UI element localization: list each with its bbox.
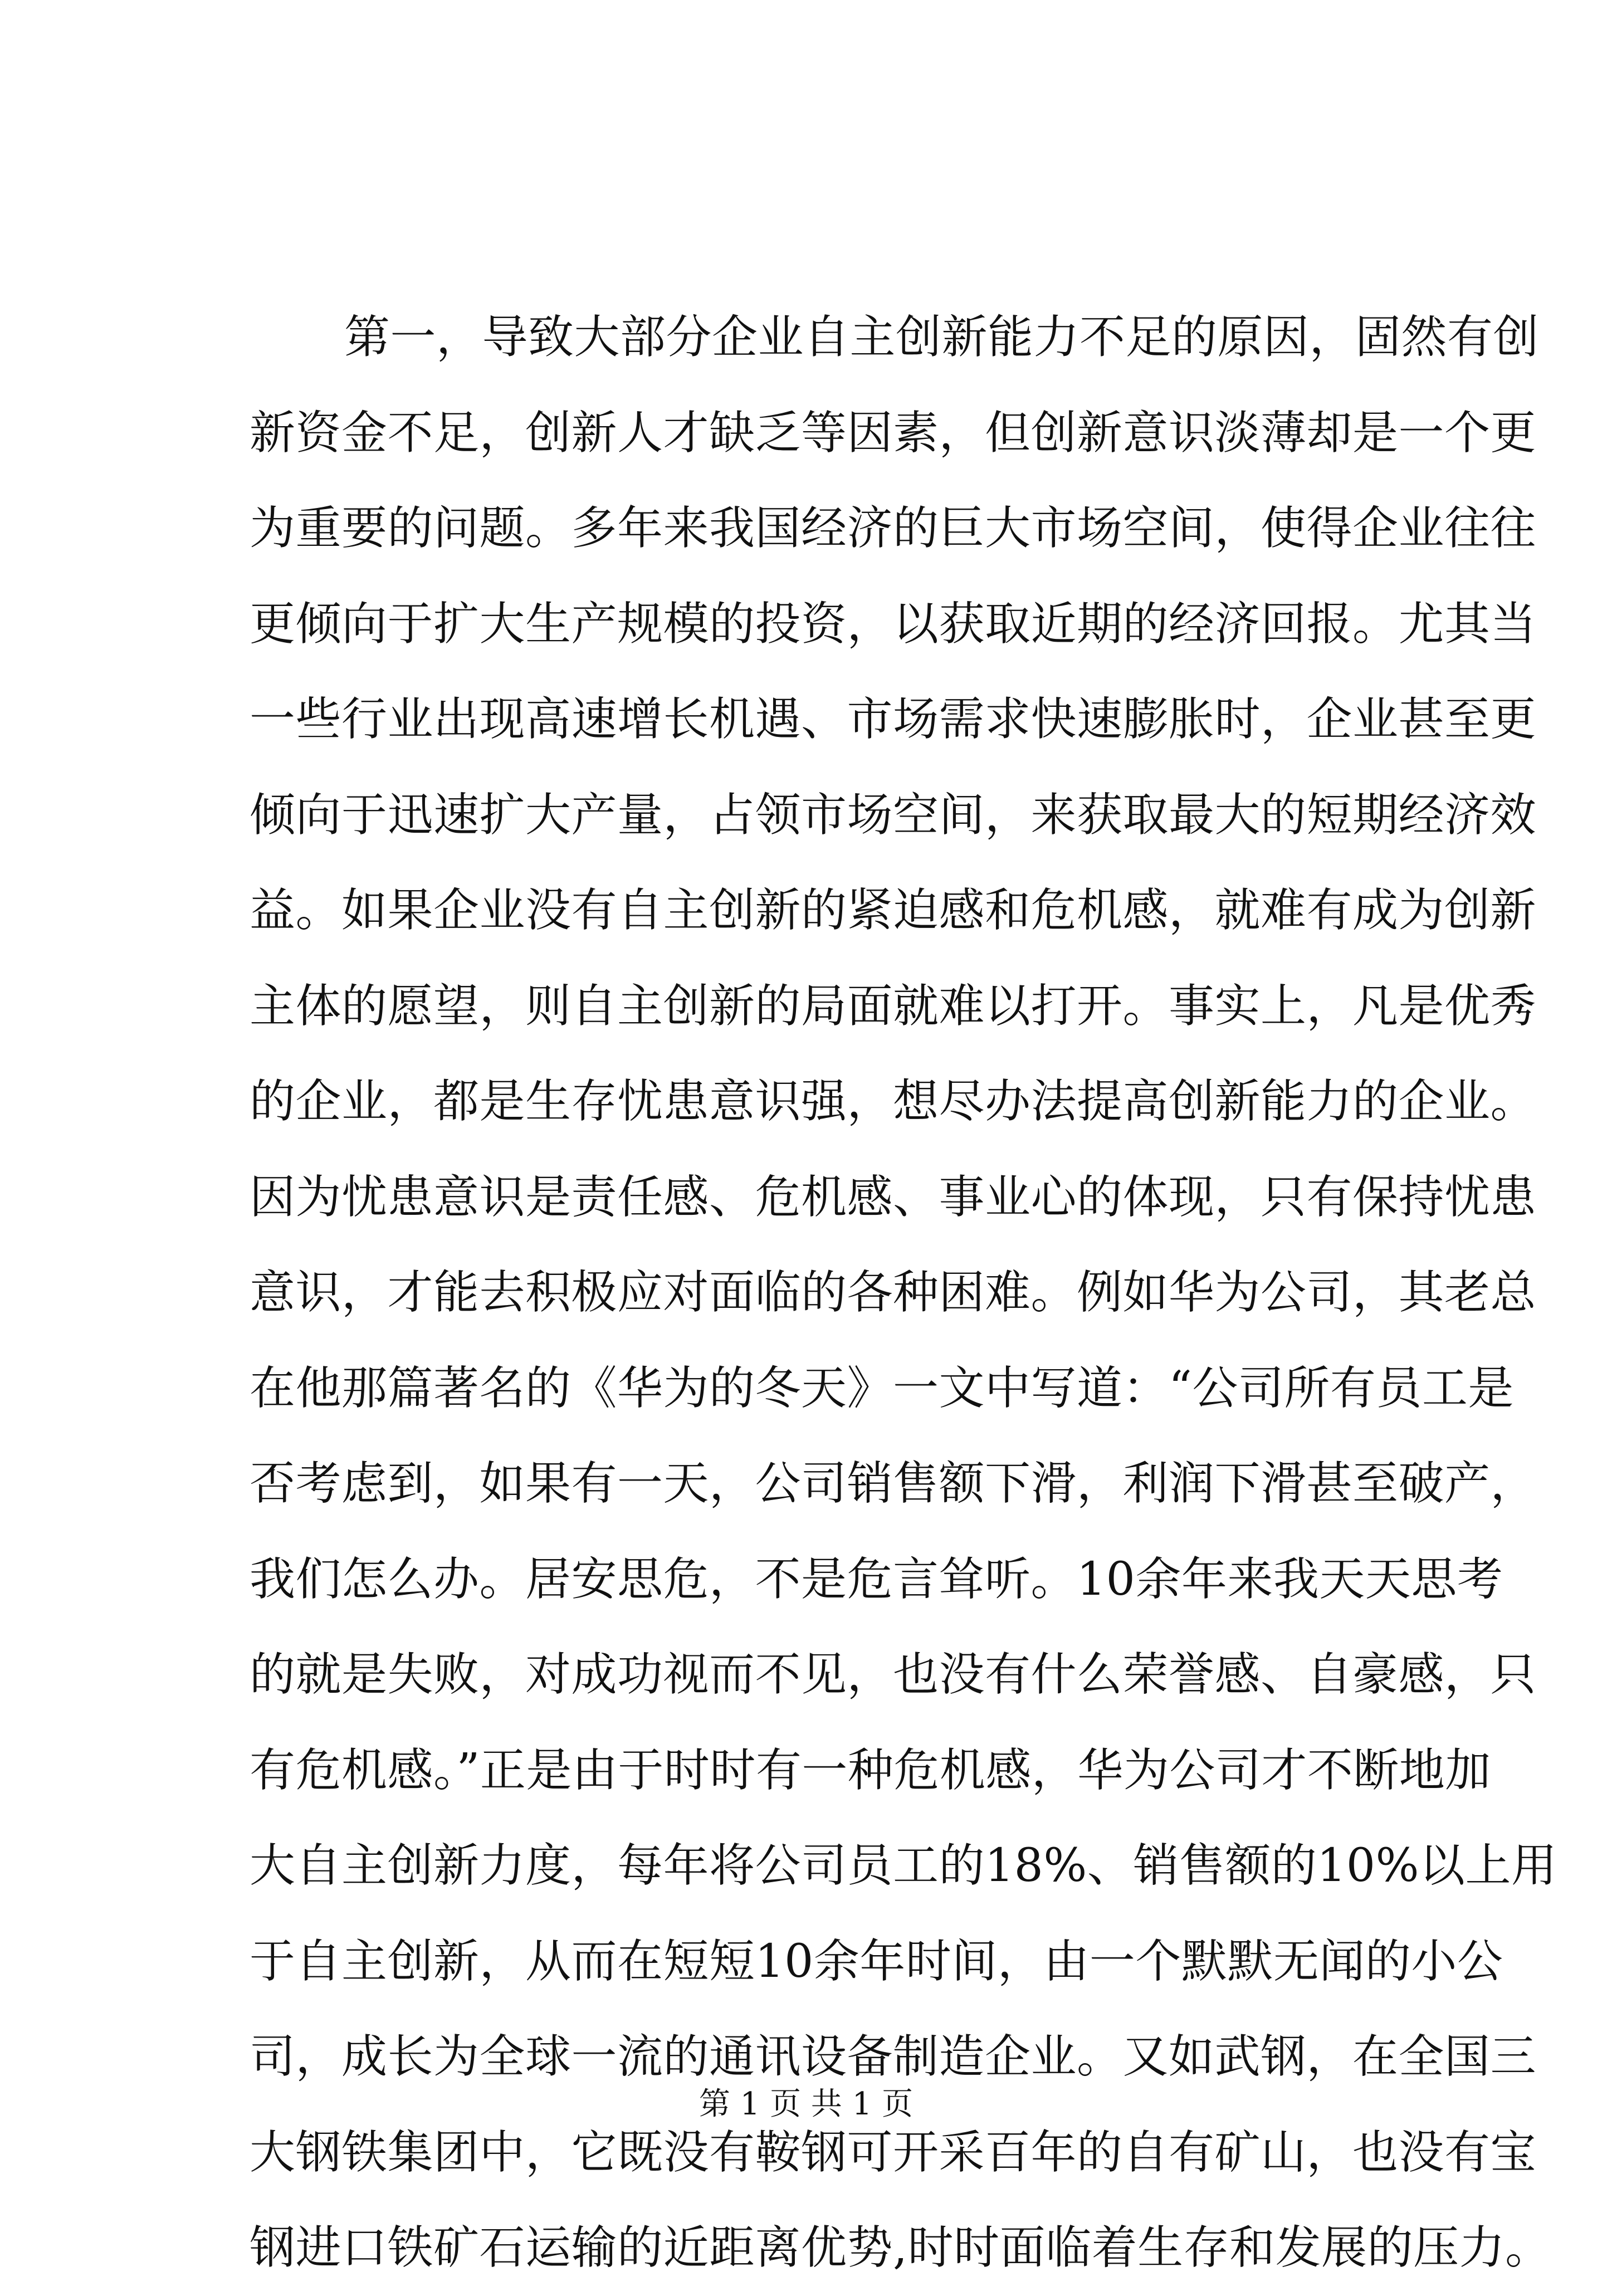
paragraph-line: 大钢铁集团中，它既没有鞍钢可开采百年的自有矿山，也没有宝 <box>250 2126 1537 2179</box>
paragraph-line: 钢进口铁矿石运输的近距离优势,时时面临着生存和发展的压力。 <box>250 2221 1551 2274</box>
paragraph-line: 因为忧患意识是责任感、危机感、事业心的体现，只有保持忧患 <box>250 1170 1537 1224</box>
page-footer-number: 第 1 页 共 1 页 <box>698 2086 914 2122</box>
paragraph-line: 更倾向于扩大生产规模的投资，以获取近期的经济回报。尤其当 <box>250 597 1537 651</box>
paragraph-line: 我们怎么办。居安思危，不是危言耸听。10余年来我天天思考 <box>250 1552 1503 1606</box>
paragraph-line: 主体的愿望，则自主创新的局面就难以打开。事实上，凡是优秀 <box>250 979 1537 1033</box>
paragraph-line: 第一，导致大部分企业自主创新能力不足的原因，固然有创 <box>344 311 1540 364</box>
paragraph-line: 的就是失败，对成功视而不见，也没有什么荣誉感、自豪感，只 <box>250 1648 1537 1701</box>
paragraph-line: 新资金不足，创新人才缺乏等因素，但创新意识淡薄却是一个更 <box>250 406 1537 460</box>
paragraph-line: 大自主创新力度，每年将公司员工的18%、销售额的10%以上用 <box>250 1839 1557 1892</box>
paragraph-line: 意识，才能去积极应对面临的各种困难。例如华为公司，其老总 <box>250 1266 1537 1319</box>
body-paragraph <box>250 290 1557 2296</box>
paragraph-line: 倾向于迅速扩大产量，占领市场空间，来获取最大的短期经济效 <box>250 788 1537 842</box>
paragraph-line: 司，成长为全球一流的通讯设备制造企业。又如武钢，在全国三 <box>250 2030 1537 2083</box>
paragraph-line: 益。如果企业没有自主创新的紧迫感和危机感，就难有成为创新 <box>250 884 1537 937</box>
paragraph-line: 一些行业出现高速增长机遇、市场需求快速膨胀时，企业甚至更 <box>250 693 1537 746</box>
paragraph-line: 在他那篇著名的《华为的冬天》一文中写道：“公司所有员工是 <box>250 1361 1514 1415</box>
paragraph-line: 有危机感。”正是由于时时有一种危机感，华为公司才不断地加 <box>250 1743 1491 1797</box>
paragraph-line: 于自主创新，从而在短短10余年时间，由一个默默无闻的小公 <box>250 1934 1503 1988</box>
paragraph-line: 否考虑到，如果有一天，公司销售额下滑，利润下滑甚至破产， <box>250 1457 1537 1510</box>
paragraph-line: 为重要的问题。多年来我国经济的巨大市场空间，使得企业往往 <box>250 502 1537 555</box>
paragraph-line: 的企业，都是生存忧患意识强，想尽办法提高创新能力的企业。 <box>250 1075 1537 1128</box>
